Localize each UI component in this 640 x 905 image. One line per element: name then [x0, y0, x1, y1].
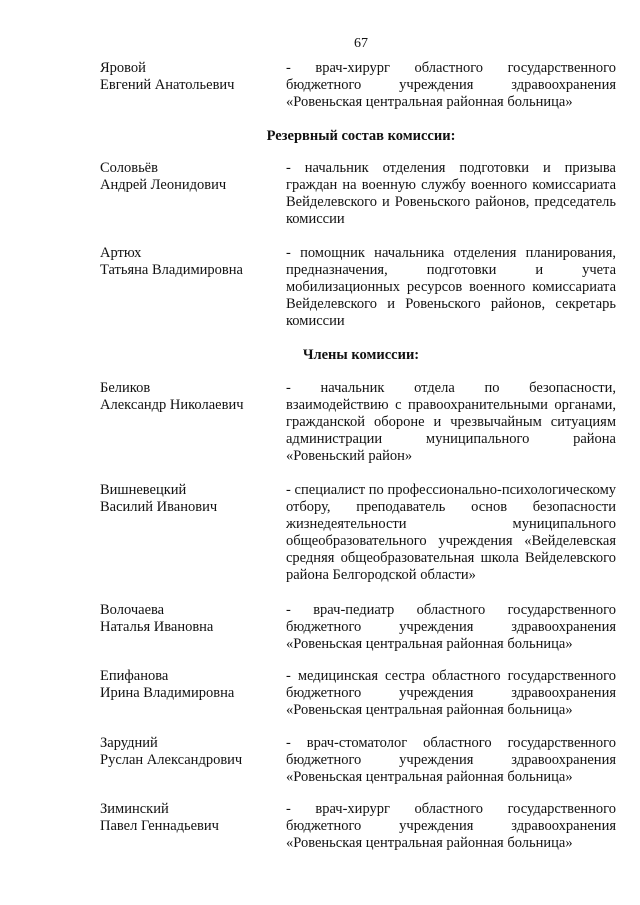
person-given-names: Татьяна Владимировна — [100, 262, 243, 278]
page-number: 67 — [354, 36, 368, 51]
person-role: - помощник начальника отделения планирования, предназначения, подготовки и учета мобилизационных ресурсов военного комиссариата Вейделевского и Ровеньского районов, секретарь комиссии — [286, 245, 616, 329]
person-surname: Зарудний — [100, 735, 158, 751]
person-surname: Беликов — [100, 380, 151, 396]
person-given-names: Андрей Леонидович — [100, 177, 227, 193]
person-given-names: Василий Иванович — [100, 499, 218, 515]
person-given-names: Александр Николаевич — [100, 397, 244, 413]
person-role: - начальник отдела по безопасности, взаимодействию с правоохранительными органами, гражданской обороне и чрезвычайным ситуациям администрации муниципального района «Ровеньский район» — [286, 380, 616, 464]
person-given-names: Руслан Александрович — [100, 752, 243, 768]
person-name — [100, 482, 280, 516]
person-name — [100, 160, 280, 194]
person-name — [100, 380, 280, 414]
person-role: - медицинская сестра областного государственного бюджетного учреждения здравоохранения «Ровеньская центральная районная больница» — [286, 668, 616, 718]
person-surname: Зиминский — [100, 801, 169, 817]
person-surname: Вишневецкий — [100, 482, 187, 498]
person-given-names: Евгений Анатольевич — [100, 77, 235, 93]
person-given-names: Ирина Владимировна — [100, 685, 235, 701]
person-name — [100, 801, 280, 835]
person-surname: Соловьёв — [100, 160, 158, 176]
person-name — [100, 668, 280, 702]
person-name — [100, 602, 280, 636]
person-role: - начальник отделения подготовки и призыва граждан на военную службу военного комиссариата Вейделевского и Ровеньского районов, председатель комиссии — [286, 160, 616, 227]
person-surname: Епифанова — [100, 668, 169, 684]
person-role: - врач-хирург областного государственного бюджетного учреждения здравоохранения «Ровеньская центральная районная больница» — [286, 60, 616, 110]
person-given-names: Наталья Ивановна — [100, 619, 214, 635]
person-role: - врач-педиатр областного государственного бюджетного учреждения здравоохранения «Ровеньская центральная районная больница» — [286, 602, 616, 652]
person-role: - врач-стоматолог областного государственного бюджетного учреждения здравоохранения «Ровеньская центральная районная больница» — [286, 735, 616, 785]
person-surname: Яровой — [100, 60, 146, 76]
members-heading: Члены комиссии: — [302, 347, 420, 363]
person-surname: Артюх — [100, 245, 142, 261]
person-name — [100, 735, 280, 769]
reserve-heading: Резервный состав комиссии: — [266, 128, 456, 144]
person-role: - врач-хирург областного государственного бюджетного учреждения здравоохранения «Ровеньская центральная районная больница» — [286, 801, 616, 851]
person-surname: Волочаева — [100, 602, 165, 618]
person-name — [100, 60, 280, 94]
person-given-names: Павел Геннадьевич — [100, 818, 219, 834]
person-role: - специалист по профессионально-психологическому отбору, преподаватель основ безопасности жизнедеятельности муниципального общеобразовательного учреждения «Вейделевская средняя общеобразовательная школа Вейделевского района Белгородской области» — [286, 482, 616, 583]
person-name — [100, 245, 280, 279]
